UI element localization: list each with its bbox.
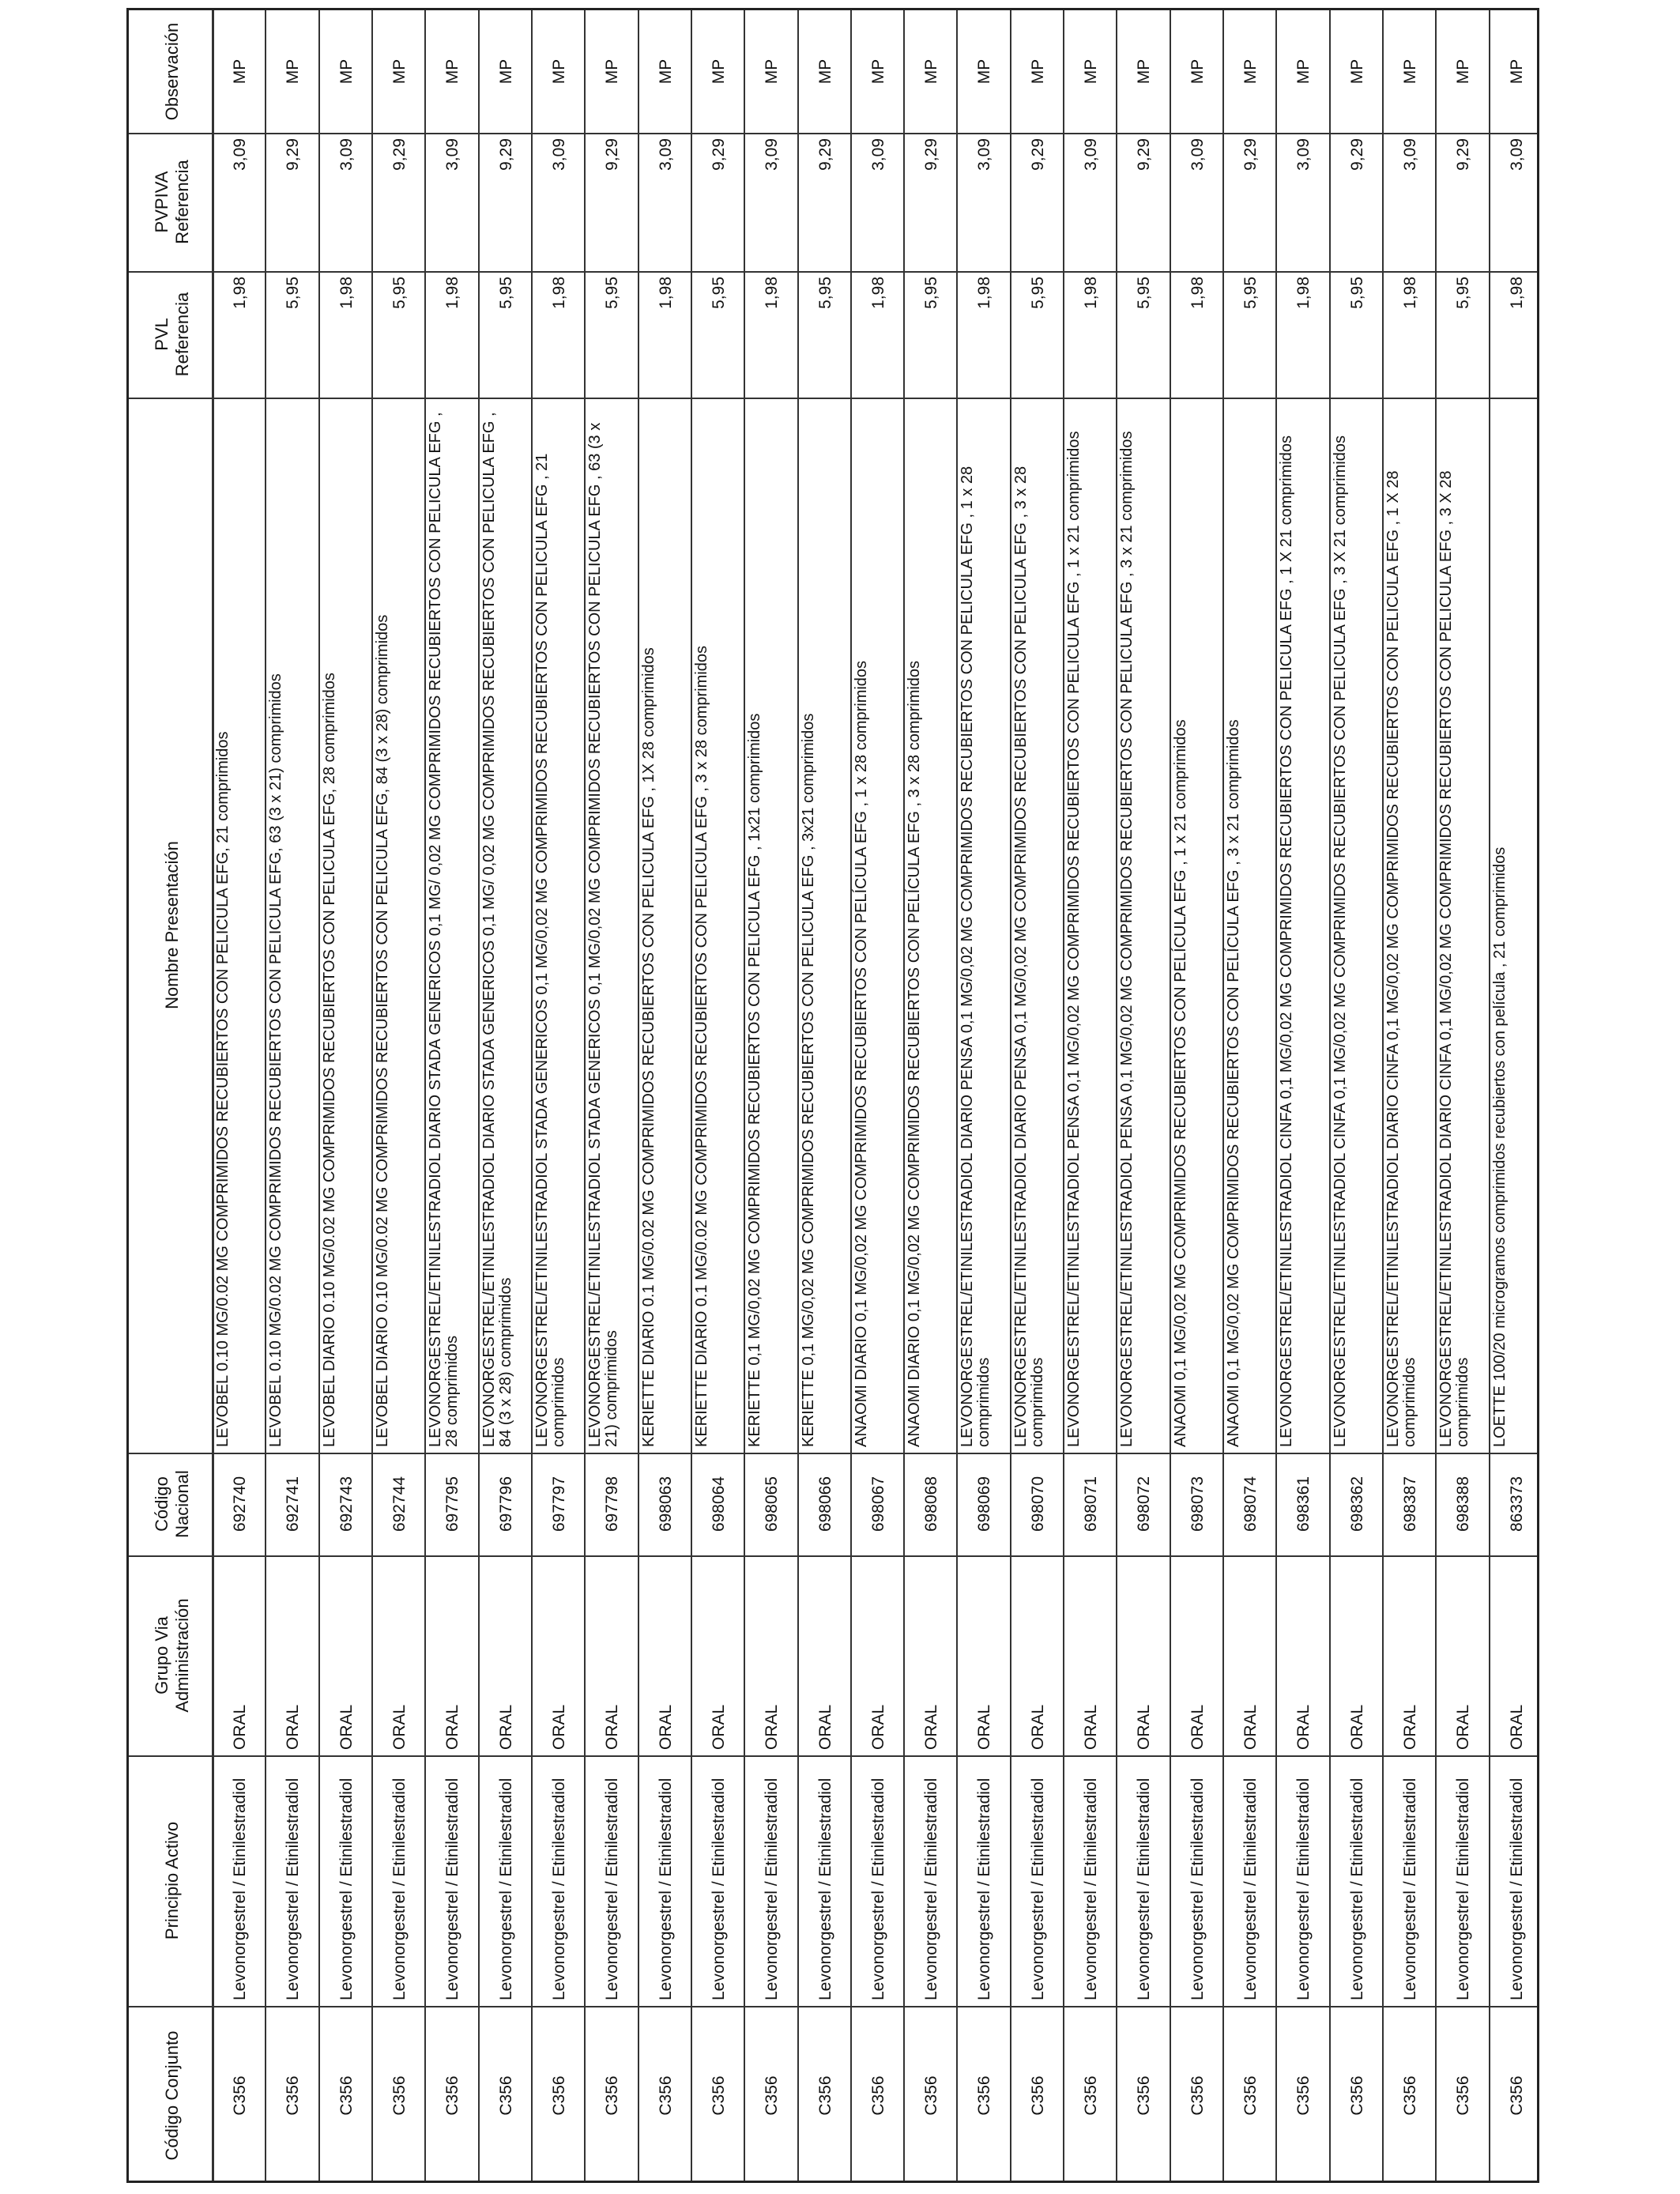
cell-nombre: LEVONORGESTREL/ETINILESTRADIOL DIARIO STADA GENERICOS 0,1 MG/ 0,02 MG COMPRIMIDOS RECUBIERTOS CON PELICULA EFG , 28 comprimidos [427,412,461,1447]
cell-pvl: 1,98 [230,277,249,309]
cell-principio_activo: Levonorgestrel / Etinilestradiol [1188,1777,1207,2000]
cell-obs: MP [1400,58,1419,85]
cell-pvl: 5,95 [1135,277,1154,309]
cell-nombre: LEVOBEL DIARIO 0.10 MG/0.02 MG COMPRIMIDOS RECUBIERTOS CON PELICULA EFG, 28 comprimidos [320,673,338,1447]
cell-nombre: LEVONORGESTREL/ETINILESTRADIOL DIARIO CINFA 0,1 MG/0,02 MG COMPRIMIDOS RECUBIERTOS CON PELICULA EFG , 3 X 28 comprimidos [1437,470,1472,1447]
cell-nombre: LEVOBEL DIARIO 0.10 MG/0.02 MG COMPRIMIDOS RECUBIERTOS CON PELICULA EFG, 84 (3 x 28) comprimidos [373,614,391,1447]
cell-principio_activo: Levonorgestrel / Etinilestradiol [1241,1777,1260,2000]
cell-grupo_via: ORAL [975,1704,994,1750]
cell-codigo_conjunto: C356 [762,2075,781,2116]
cell-nombre: ANAOMI 0,1 MG/0,02 MG COMPRIMIDOS RECUBIERTOS CON PELÍCULA EFG , 1 x 21 comprimidos [1171,719,1189,1447]
cell-obs: MP [496,58,515,85]
cell-obs: MP [390,58,409,85]
cell-grupo_via: ORAL [283,1704,302,1750]
cell-grupo_via: ORAL [921,1704,940,1750]
cell-principio_activo: Levonorgestrel / Etinilestradiol [762,1777,781,2000]
cell-principio_activo: Levonorgestrel / Etinilestradiol [283,1777,302,2000]
cell-pvl: 5,95 [921,277,940,309]
cell-obs: MP [1081,58,1100,85]
cell-pvpiva: 3,09 [656,138,675,171]
row-divider [265,10,266,2181]
cell-grupo_via: ORAL [1453,1704,1472,1750]
cell-codigo_nacional: 698072 [1135,1476,1154,1532]
cell-grupo_via: ORAL [1241,1704,1260,1750]
cell-codigo_conjunto: C356 [283,2075,302,2116]
cell-codigo_conjunto: C356 [390,2075,409,2116]
cell-obs: MP [1347,58,1366,85]
cell-obs: MP [602,58,621,85]
cell-pvl: 1,98 [1507,277,1526,309]
cell-pvpiva: 9,29 [283,138,302,171]
cell-codigo_nacional: 698071 [1081,1476,1100,1532]
cell-pvl: 1,98 [868,277,887,309]
cell-nombre: LEVOBEL 0.10 MG/0.02 MG COMPRIMIDOS RECUBIERTOS CON PELICULA EFG, 63 (3 x 21) comprimidos [267,673,285,1447]
cell-nombre: LEVONORGESTREL/ETINILESTRADIOL CINFA 0,1 MG/0,02 MG COMPRIMIDOS RECUBIERTOS CON PELICULA EFG , 3 X 21 comprimidos [1331,435,1349,1447]
cell-codigo_conjunto: C356 [1347,2075,1366,2116]
cell-grupo_via: ORAL [337,1704,356,1750]
cell-codigo_conjunto: C356 [656,2075,675,2116]
cell-obs: MP [868,58,887,85]
cell-pvl: 5,95 [496,277,515,309]
cell-principio_activo: Levonorgestrel / Etinilestradiol [1294,1777,1313,2000]
cell-pvl: 1,98 [337,277,356,309]
cell-obs: MP [1188,58,1207,85]
cell-codigo_conjunto: C356 [337,2075,356,2116]
cell-principio_activo: Levonorgestrel / Etinilestradiol [1081,1777,1100,2000]
cell-codigo_conjunto: C356 [1028,2075,1047,2116]
cell-principio_activo: Levonorgestrel / Etinilestradiol [975,1777,994,2000]
cell-codigo_conjunto: C356 [921,2075,940,2116]
cell-principio_activo: Levonorgestrel / Etinilestradiol [921,1777,940,2000]
cell-codigo_nacional: 698388 [1453,1476,1472,1532]
cell-codigo_nacional: 698063 [656,1476,675,1532]
cell-nombre: ANAOMI 0,1 MG/0,02 MG COMPRIMIDOS RECUBIERTOS CON PELÍCULA EFG , 3 x 21 comprimidos [1225,719,1243,1447]
cell-pvl: 5,95 [816,277,834,309]
column-header-nombre: Nombre Presentación [161,841,182,1009]
cell-pvpiva: 3,09 [1081,138,1100,171]
cell-pvpiva: 3,09 [762,138,781,171]
cell-obs: MP [709,58,728,85]
cell-grupo_via: ORAL [549,1704,568,1750]
cell-codigo_conjunto: C356 [1294,2075,1313,2116]
cell-pvpiva: 9,29 [1241,138,1260,171]
cell-obs: MP [816,58,834,85]
row-divider [903,10,905,2181]
cell-grupo_via: ORAL [1135,1704,1154,1750]
cell-codigo_nacional: 697798 [602,1476,621,1532]
cell-pvl: 1,98 [1294,277,1313,309]
cell-principio_activo: Levonorgestrel / Etinilestradiol [1507,1777,1526,2000]
row-divider [1329,10,1331,2181]
cell-obs: MP [762,58,781,85]
column-header-pvpiva: PVPIVA Referencia [152,160,192,244]
cell-nombre: LEVONORGESTREL/ETINILESTRADIOL DIARIO STADA GENERICOS 0,1 MG/ 0,02 MG COMPRIMIDOS RECUBIERTOS CON PELICULA EFG , 84 (3 x 28) comprimidos [480,412,514,1447]
cell-obs: MP [975,58,994,85]
cell-codigo_nacional: 698069 [975,1476,994,1532]
cell-obs: MP [283,58,302,85]
cell-codigo_conjunto: C356 [230,2075,249,2116]
column-header-codigo_nacional: Código Nacional [152,1470,192,1538]
cell-pvl: 1,98 [975,277,994,309]
cell-principio_activo: Levonorgestrel / Etinilestradiol [602,1777,621,2000]
cell-pvpiva: 9,29 [709,138,728,171]
cell-codigo_nacional: 698361 [1294,1476,1313,1532]
cell-pvpiva: 3,09 [230,138,249,171]
cell-nombre: ANAOMI DIARIO 0,1 MG/0,02 MG COMPRIMIDOS RECUBIERTOS CON PELÍCULA EFG , 1 x 28 comprimidos [852,660,870,1447]
cell-pvpiva: 9,29 [1453,138,1472,171]
column-divider [129,1555,1537,1557]
cell-principio_activo: Levonorgestrel / Etinilestradiol [709,1777,728,2000]
row-divider [638,10,639,2181]
cell-principio_activo: Levonorgestrel / Etinilestradiol [230,1777,249,2000]
cell-nombre: LEVONORGESTREL/ETINILESTRADIOL DIARIO PENSA 0,1 MG/0,02 MG COMPRIMIDOS RECUBIERTOS CON PELICULA EFG , 3 x 28 comprimidos [1011,466,1046,1447]
cell-obs: MP [1453,58,1472,85]
cell-nombre: KERIETTE DIARIO 0.1 MG/0.02 MG COMPRIMIDOS RECUBIERTOS CON PELICULA EFG , 3 x 28 comprimidos [692,646,710,1447]
cell-pvpiva: 3,09 [1294,138,1313,171]
cell-grupo_via: ORAL [602,1704,621,1750]
column-divider [129,2006,1537,2007]
cell-codigo_nacional: 697795 [443,1476,461,1532]
row-divider [584,10,586,2181]
column-divider [129,1453,1537,1454]
cell-principio_activo: Levonorgestrel / Etinilestradiol [816,1777,834,2000]
cell-principio_activo: Levonorgestrel / Etinilestradiol [549,1777,568,2000]
cell-obs: MP [1507,58,1526,85]
row-divider [1489,10,1490,2181]
row-divider [1170,10,1171,2181]
row-divider [424,10,426,2181]
cell-codigo_nacional: 692740 [230,1476,249,1532]
cell-principio_activo: Levonorgestrel / Etinilestradiol [496,1777,515,2000]
cell-obs: MP [337,58,356,85]
cell-pvl: 1,98 [1188,277,1207,309]
cell-grupo_via: ORAL [1294,1704,1313,1750]
cell-principio_activo: Levonorgestrel / Etinilestradiol [1453,1777,1472,2000]
column-header-codigo_conjunto: Código Conjunto [161,2030,182,2161]
cell-pvpiva: 3,09 [975,138,994,171]
cell-nombre: KERIETTE DIARIO 0.1 MG/0.02 MG COMPRIMIDOS RECUBIERTOS CON PELICULA EFG , 1X 28 comprimidos [639,647,657,1447]
row-divider [318,10,320,2181]
cell-grupo_via: ORAL [868,1704,887,1750]
column-header-pvl: PVL Referencia [152,292,192,377]
cell-pvpiva: 9,29 [1028,138,1047,171]
cell-pvl: 1,98 [549,277,568,309]
cell-codigo_nacional: 698066 [816,1476,834,1532]
cell-codigo_conjunto: C356 [816,2075,834,2116]
column-divider [129,133,1537,134]
cell-nombre: LEVONORGESTREL/ETINILESTRADIOL STADA GENERICOS 0,1 MG/0,02 MG COMPRIMIDOS RECUBIERTOS CON PELICULA EFG , 21 comprimidos [533,453,567,1447]
row-divider [744,10,745,2181]
cell-pvl: 5,95 [602,277,621,309]
cell-codigo_nacional: 697796 [496,1476,515,1532]
cell-grupo_via: ORAL [1347,1704,1366,1750]
cell-codigo_conjunto: C356 [1241,2075,1260,2116]
cell-codigo_nacional: 698065 [762,1476,781,1532]
row-divider [797,10,799,2181]
cell-nombre: LEVOBEL 0.10 MG/0.02 MG COMPRIMIDOS RECUBIERTOS CON PELICULA EFG, 21 comprimidos [214,731,232,1447]
cell-pvpiva: 3,09 [1400,138,1419,171]
cell-grupo_via: ORAL [1400,1704,1419,1750]
cell-pvpiva: 9,29 [1135,138,1154,171]
cell-pvl: 5,95 [1241,277,1260,309]
cell-obs: MP [230,58,249,85]
cell-obs: MP [1135,58,1154,85]
cell-obs: MP [921,58,940,85]
table-frame [126,8,1539,2183]
cell-pvl: 5,95 [709,277,728,309]
cell-codigo_conjunto: C356 [1188,2075,1207,2116]
cell-pvpiva: 9,29 [816,138,834,171]
cell-principio_activo: Levonorgestrel / Etinilestradiol [1028,1777,1047,2000]
cell-grupo_via: ORAL [816,1704,834,1750]
cell-codigo_conjunto: C356 [602,2075,621,2116]
cell-grupo_via: ORAL [1081,1704,1100,1750]
column-header-principio_activo: Principio Activo [161,1821,182,1940]
cell-grupo_via: ORAL [1028,1704,1047,1750]
cell-principio_activo: Levonorgestrel / Etinilestradiol [1135,1777,1154,2000]
column-header-grupo_via: Grupo Via Administración [152,1598,192,1713]
cell-codigo_nacional: 698064 [709,1476,728,1532]
cell-codigo_conjunto: C356 [1081,2075,1100,2116]
cell-codigo_conjunto: C356 [709,2075,728,2116]
cell-grupo_via: ORAL [1188,1704,1207,1750]
cell-obs: MP [1241,58,1260,85]
cell-principio_activo: Levonorgestrel / Etinilestradiol [337,1777,356,2000]
cell-nombre: ANAOMI DIARIO 0,1 MG/0,02 MG COMPRIMIDOS RECUBIERTOS CON PELÍCULA EFG , 3 x 28 comprimidos [906,660,924,1447]
cell-pvl: 1,98 [443,277,461,309]
cell-pvl: 5,95 [1347,277,1366,309]
cell-principio_activo: Levonorgestrel / Etinilestradiol [390,1777,409,2000]
cell-nombre: LEVONORGESTREL/ETINILESTRADIOL CINFA 0,1 MG/0,02 MG COMPRIMIDOS RECUBIERTOS CON PELICULA EFG , 1 X 21 comprimidos [1278,435,1296,1447]
cell-codigo_nacional: 698073 [1188,1476,1207,1532]
column-divider [129,271,1537,273]
cell-codigo_conjunto: C356 [1453,2075,1472,2116]
cell-nombre: LOETTE 100/20 microgramos comprimidos recubiertos con película , 21 comprimidos [1490,846,1509,1447]
cell-principio_activo: Levonorgestrel / Etinilestradiol [1347,1777,1366,2000]
cell-grupo_via: ORAL [443,1704,461,1750]
cell-nombre: KERIETTE 0,1 MG/0,02 MG COMPRIMIDOS RECUBIERTOS CON PELICULA EFG , 1x21 comprimidos [746,713,764,1447]
cell-pvl: 5,95 [390,277,409,309]
row-divider [1063,10,1064,2181]
cell-codigo_nacional: 697797 [549,1476,568,1532]
cell-nombre: KERIETTE 0,1 MG/0,02 MG COMPRIMIDOS RECUBIERTOS CON PELICULA EFG , 3x21 comprimidos [799,713,817,1447]
row-divider [1010,10,1011,2181]
cell-pvl: 1,98 [656,277,675,309]
cell-pvpiva: 3,09 [1188,138,1207,171]
column-divider [129,398,1537,399]
cell-grupo_via: ORAL [1507,1704,1526,1750]
cell-codigo_conjunto: C356 [975,2075,994,2116]
cell-grupo_via: ORAL [762,1704,781,1750]
cell-pvl: 5,95 [1028,277,1047,309]
cell-nombre: LEVONORGESTREL/ETINILESTRADIOL STADA GENERICOS 0,1 MG/0,02 MG COMPRIMIDOS RECUBIERTOS CON PELICULA EFG , 63 (3 x 21) comprimidos [586,422,621,1447]
row-divider [1382,10,1384,2181]
cell-codigo_nacional: 698387 [1400,1476,1419,1532]
column-divider [129,1755,1537,1757]
cell-nombre: LEVONORGESTREL/ETINILESTRADIOL DIARIO CINFA 0,1 MG/0,02 MG COMPRIMIDOS RECUBIERTOS CON PELICULA EFG , 1 X 28 comprimidos [1384,470,1419,1447]
cell-codigo_conjunto: C356 [1507,2075,1526,2116]
cell-codigo_nacional: 692744 [390,1476,409,1532]
cell-pvl: 5,95 [283,277,302,309]
cell-nombre: LEVONORGESTREL/ETINILESTRADIOL PENSA 0,1 MG/0,02 MG COMPRIMIDOS RECUBIERTOS CON PELICULA EFG , 3 x 21 comprimidos [1118,431,1136,1447]
cell-nombre: LEVONORGESTREL/ETINILESTRADIOL DIARIO PENSA 0,1 MG/0,02 MG COMPRIMIDOS RECUBIERTOS CON PELICULA EFG , 1 x 28 comprimidos [959,466,993,1447]
cell-pvl: 1,98 [1081,277,1100,309]
cell-pvpiva: 9,29 [921,138,940,171]
cell-obs: MP [549,58,568,85]
cell-codigo_nacional: 692743 [337,1476,356,1532]
cell-codigo_conjunto: C356 [1400,2075,1419,2116]
cell-pvpiva: 9,29 [602,138,621,171]
cell-grupo_via: ORAL [230,1704,249,1750]
cell-codigo_conjunto: C356 [443,2075,461,2116]
row-divider [478,10,480,2181]
cell-codigo_nacional: 698070 [1028,1476,1047,1532]
cell-pvl: 1,98 [1400,277,1419,309]
cell-pvpiva: 9,29 [1347,138,1366,171]
cell-codigo_conjunto: C356 [496,2075,515,2116]
cell-obs: MP [656,58,675,85]
cell-pvpiva: 3,09 [337,138,356,171]
cell-grupo_via: ORAL [496,1704,515,1750]
cell-pvpiva: 3,09 [443,138,461,171]
row-divider [1222,10,1224,2181]
cell-grupo_via: ORAL [709,1704,728,1750]
cell-principio_activo: Levonorgestrel / Etinilestradiol [443,1777,461,2000]
column-header-obs: Observación [161,22,182,121]
cell-pvl: 5,95 [1453,277,1472,309]
cell-pvpiva: 3,09 [1507,138,1526,171]
cell-codigo_nacional: 698362 [1347,1476,1366,1532]
cell-codigo_nacional: 698074 [1241,1476,1260,1532]
cell-codigo_nacional: 692741 [283,1476,302,1532]
cell-pvpiva: 3,09 [868,138,887,171]
cell-obs: MP [1294,58,1313,85]
cell-codigo_conjunto: C356 [549,2075,568,2116]
cell-principio_activo: Levonorgestrel / Etinilestradiol [656,1777,675,2000]
cell-pvpiva: 9,29 [390,138,409,171]
cell-codigo_conjunto: C356 [868,2075,887,2116]
cell-codigo_conjunto: C356 [1135,2075,1154,2116]
cell-codigo_nacional: 698068 [921,1476,940,1532]
cell-grupo_via: ORAL [390,1704,409,1750]
cell-codigo_nacional: 698067 [868,1476,887,1532]
cell-pvpiva: 3,09 [549,138,568,171]
cell-obs: MP [1028,58,1047,85]
cell-codigo_nacional: 863373 [1507,1476,1526,1532]
cell-pvpiva: 9,29 [496,138,515,171]
cell-nombre: LEVONORGESTREL/ETINILESTRADIOL PENSA 0,1 MG/0,02 MG COMPRIMIDOS RECUBIERTOS CON PELICULA EFG , 1 x 21 comprimidos [1065,431,1083,1447]
cell-principio_activo: Levonorgestrel / Etinilestradiol [1400,1777,1419,2000]
cell-pvl: 1,98 [762,277,781,309]
cell-principio_activo: Levonorgestrel / Etinilestradiol [868,1777,887,2000]
cell-grupo_via: ORAL [656,1704,675,1750]
cell-obs: MP [443,58,461,85]
